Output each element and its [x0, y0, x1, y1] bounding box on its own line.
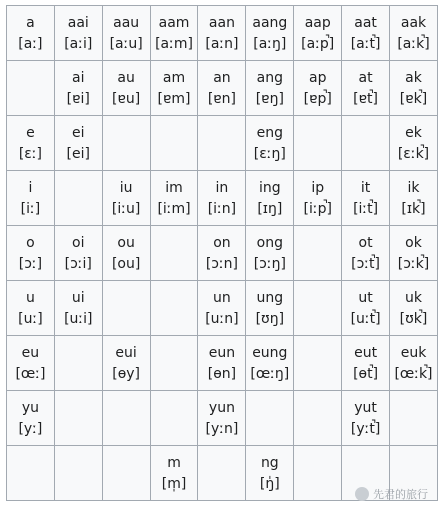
- final-cell-content: [390, 235, 437, 272]
- final-cell: [7, 116, 55, 171]
- table-row: [7, 116, 438, 171]
- final-cell: [7, 281, 55, 336]
- ipa-transcription: [ɐn]: [207, 90, 237, 107]
- final-cell: [342, 336, 390, 391]
- jyutping-final: aan: [208, 14, 235, 31]
- empty-cell: [150, 336, 198, 391]
- jyutping-final: aap: [304, 14, 331, 31]
- ipa-transcription: [ɔːi]: [64, 255, 92, 272]
- final-cell-content: [198, 290, 245, 327]
- ipa-transcription: [œːk̚]: [394, 365, 433, 382]
- final-cell-content: [103, 235, 150, 272]
- final-cell: [246, 6, 294, 61]
- final-cell: [7, 226, 55, 281]
- final-cell: [54, 61, 102, 116]
- jyutping-final: uk: [405, 289, 422, 306]
- final-cell-content: [151, 455, 198, 492]
- ipa-transcription: [uːn]: [205, 310, 239, 327]
- ipa-transcription: [aːu]: [109, 35, 143, 52]
- ipa-transcription: [ou]: [111, 255, 141, 272]
- table-row: [7, 171, 438, 226]
- jyutping-final: yu: [21, 399, 39, 416]
- jyutping-final: eun: [208, 344, 236, 361]
- empty-cell: [294, 446, 342, 501]
- final-cell-content: [7, 235, 54, 272]
- jyutping-final: ui: [71, 289, 85, 306]
- final-cell-content: [342, 345, 389, 382]
- ipa-transcription: [ɐk̚]: [399, 90, 428, 107]
- empty-cell: [102, 391, 150, 446]
- ipa-transcription: [aːk̚]: [397, 35, 430, 52]
- jyutping-final: aam: [158, 14, 190, 31]
- jyutping-final: ong: [256, 234, 283, 251]
- final-cell-content: [7, 125, 54, 162]
- final-cell-content: [390, 290, 437, 327]
- final-cell-content: [246, 125, 293, 162]
- jyutping-finals-table: [6, 5, 438, 501]
- ipa-transcription: [iːp̚]: [303, 200, 332, 217]
- final-cell-content: [390, 180, 437, 217]
- final-cell: [198, 6, 246, 61]
- final-cell-content: [342, 15, 389, 52]
- final-cell: [246, 61, 294, 116]
- empty-cell: [150, 281, 198, 336]
- empty-cell: [294, 336, 342, 391]
- jyutping-final: ou: [117, 234, 135, 251]
- jyutping-final: a: [26, 14, 35, 31]
- ipa-transcription: [ɐt̚]: [353, 90, 378, 107]
- jyutping-final: ot: [358, 234, 373, 251]
- table-row: [7, 281, 438, 336]
- ipa-transcription: [ɵt̚]: [353, 365, 379, 382]
- jyutping-final: oi: [72, 234, 85, 251]
- final-cell: [390, 116, 438, 171]
- ipa-transcription: [aːt̚]: [350, 35, 381, 52]
- empty-cell: [54, 391, 102, 446]
- final-cell: [342, 226, 390, 281]
- final-cell-content: [246, 15, 293, 52]
- empty-cell: [198, 446, 246, 501]
- jyutping-final: in: [215, 179, 229, 196]
- ipa-transcription: [iːm]: [157, 200, 191, 217]
- ipa-transcription: [ɐm]: [157, 90, 191, 107]
- jyutping-final: i: [28, 179, 33, 196]
- final-cell: [7, 171, 55, 226]
- empty-cell: [390, 391, 438, 446]
- jyutping-final: aat: [354, 14, 377, 31]
- final-cell-content: [198, 400, 245, 437]
- jyutping-final: o: [26, 234, 35, 251]
- final-cell-content: [390, 125, 437, 162]
- jyutping-final: yut: [354, 399, 377, 416]
- ipa-transcription: [ei]: [66, 145, 90, 162]
- jyutping-final: eui: [115, 344, 137, 361]
- ipa-transcription: [ʊŋ]: [255, 310, 285, 327]
- empty-cell: [294, 391, 342, 446]
- jyutping-final: eut: [354, 344, 378, 361]
- final-cell: [198, 391, 246, 446]
- ipa-transcription: [aːi]: [64, 35, 93, 52]
- jyutping-final: ng: [260, 454, 279, 471]
- final-cell: [102, 336, 150, 391]
- table-row: [7, 391, 438, 446]
- final-cell: [390, 61, 438, 116]
- jyutping-final: ip: [311, 179, 325, 196]
- watermark: [355, 486, 428, 502]
- final-cell-content: [7, 290, 54, 327]
- final-cell-content: [198, 15, 245, 52]
- final-cell: [54, 116, 102, 171]
- final-cell: [54, 281, 102, 336]
- final-cell: [342, 6, 390, 61]
- final-cell: [342, 61, 390, 116]
- final-cell-content: [246, 235, 293, 272]
- ipa-transcription: [uːt̚]: [350, 310, 381, 327]
- jyutping-final: u: [25, 289, 35, 306]
- ipa-transcription: [ŋ̍]: [259, 475, 280, 492]
- final-cell: [390, 6, 438, 61]
- final-cell: [246, 171, 294, 226]
- final-cell: [294, 61, 342, 116]
- final-cell-content: [151, 70, 198, 107]
- ipa-transcription: [yːt̚]: [350, 420, 381, 437]
- ipa-transcription: [ɐi]: [66, 90, 90, 107]
- jyutping-final: yun: [208, 399, 235, 416]
- final-cell-content: [103, 345, 150, 382]
- final-cell-content: [7, 400, 54, 437]
- final-cell: [390, 281, 438, 336]
- table-row: [7, 61, 438, 116]
- final-cell-content: [198, 70, 245, 107]
- ipa-transcription: [aː]: [18, 35, 43, 52]
- final-cell: [246, 336, 294, 391]
- jyutping-final: eu: [21, 344, 40, 361]
- ipa-transcription: [iːt̚]: [353, 200, 379, 217]
- ipa-transcription: [ʊk̚]: [399, 310, 428, 327]
- ipa-transcription: [ɛːk̚]: [397, 145, 430, 162]
- final-cell-content: [246, 180, 293, 217]
- ipa-transcription: [aːŋ]: [253, 35, 287, 52]
- ipa-transcription: [ɛː]: [18, 145, 43, 162]
- ipa-transcription: [ɔːŋ]: [253, 255, 286, 272]
- ipa-transcription: [uː]: [18, 310, 43, 327]
- empty-cell: [342, 116, 390, 171]
- final-cell: [342, 391, 390, 446]
- ipa-transcription: [iː]: [20, 200, 41, 217]
- empty-cell: [102, 116, 150, 171]
- empty-cell: [150, 226, 198, 281]
- ipa-transcription: [m̩]: [161, 475, 187, 492]
- jyutping-final: it: [360, 179, 371, 196]
- final-cell: [150, 6, 198, 61]
- final-cell: [7, 6, 55, 61]
- final-cell: [198, 336, 246, 391]
- ipa-transcription: [yː]: [18, 420, 43, 437]
- jyutping-final: ap: [308, 69, 327, 86]
- jyutping-final: euk: [400, 344, 427, 361]
- table-body: [7, 6, 438, 501]
- table-row: [7, 6, 438, 61]
- final-cell-content: [55, 235, 102, 272]
- final-cell: [54, 226, 102, 281]
- final-cell-content: [342, 180, 389, 217]
- table-row: [7, 336, 438, 391]
- final-cell: [150, 61, 198, 116]
- final-cell: [102, 171, 150, 226]
- final-cell: [390, 226, 438, 281]
- empty-cell: [102, 281, 150, 336]
- jyutping-final: ek: [405, 124, 422, 141]
- final-cell-content: [103, 15, 150, 52]
- final-cell-content: [151, 180, 198, 217]
- jyutping-final: ik: [407, 179, 420, 196]
- empty-cell: [54, 336, 102, 391]
- ipa-transcription: [uːi]: [64, 310, 93, 327]
- jyutping-final: ut: [358, 289, 373, 306]
- jyutping-final: iu: [119, 179, 133, 196]
- ipa-transcription: [aːp̚]: [301, 35, 335, 52]
- jyutping-final: ak: [405, 69, 422, 86]
- ipa-transcription: [aːm]: [155, 35, 193, 52]
- empty-cell: [294, 116, 342, 171]
- ipa-transcription: [ɔːt̚]: [351, 255, 380, 272]
- empty-cell: [7, 61, 55, 116]
- jyutping-final: ei: [72, 124, 85, 141]
- jyutping-final: ing: [258, 179, 281, 196]
- ipa-transcription: [ɵn]: [207, 365, 237, 382]
- final-cell-content: [55, 125, 102, 162]
- final-cell: [390, 336, 438, 391]
- final-cell: [150, 171, 198, 226]
- final-cell: [102, 6, 150, 61]
- final-cell-content: [390, 70, 437, 107]
- wechat-icon: [355, 487, 369, 501]
- ipa-transcription: [ɪk̚]: [401, 200, 426, 217]
- jyutping-final: at: [358, 69, 373, 86]
- final-cell-content: [342, 290, 389, 327]
- jyutping-final: am: [162, 69, 186, 86]
- final-cell-content: [198, 235, 245, 272]
- final-cell-content: [103, 180, 150, 217]
- ipa-transcription: [yːn]: [205, 420, 239, 437]
- final-cell-content: [7, 15, 54, 52]
- jyutping-final: ai: [72, 69, 85, 86]
- watermark-text: 先君的旅行: [373, 488, 428, 501]
- jyutping-final: ok: [405, 234, 422, 251]
- ipa-transcription: [ɵy]: [112, 365, 141, 382]
- empty-cell: [150, 391, 198, 446]
- empty-cell: [54, 446, 102, 501]
- empty-cell: [294, 281, 342, 336]
- empty-cell: [246, 391, 294, 446]
- empty-cell: [54, 171, 102, 226]
- final-cell: [246, 281, 294, 336]
- final-cell-content: [246, 455, 293, 492]
- jyutping-final: ang: [256, 69, 283, 86]
- empty-cell: [7, 446, 55, 501]
- final-cell-content: [342, 235, 389, 272]
- final-cell-content: [390, 15, 437, 52]
- final-cell-content: [294, 15, 341, 52]
- ipa-transcription: [iːn]: [207, 200, 237, 217]
- final-cell: [102, 226, 150, 281]
- final-cell-content: [198, 180, 245, 217]
- jyutping-final: an: [213, 69, 231, 86]
- final-cell: [102, 61, 150, 116]
- final-cell-content: [198, 345, 245, 382]
- final-cell: [7, 336, 55, 391]
- final-cell-content: [7, 345, 54, 382]
- empty-cell: [102, 446, 150, 501]
- jyutping-final: au: [117, 69, 135, 86]
- final-cell: [342, 171, 390, 226]
- final-cell-content: [294, 70, 341, 107]
- ipa-transcription: [ɔː]: [18, 255, 43, 272]
- jyutping-final: ung: [256, 289, 284, 306]
- final-cell: [390, 171, 438, 226]
- final-cell: [246, 446, 294, 501]
- final-cell: [294, 6, 342, 61]
- final-cell-content: [55, 15, 102, 52]
- final-cell-content: [342, 70, 389, 107]
- ipa-transcription: [iːu]: [111, 200, 141, 217]
- ipa-transcription: [ɐŋ]: [255, 90, 284, 107]
- jyutping-final: e: [26, 124, 35, 141]
- final-cell: [198, 61, 246, 116]
- jyutping-final: aak: [400, 14, 427, 31]
- ipa-transcription: [ɐu]: [112, 90, 141, 107]
- final-cell-content: [55, 70, 102, 107]
- ipa-transcription: [ɔːk̚]: [397, 255, 430, 272]
- final-cell-content: [7, 180, 54, 217]
- empty-cell: [150, 116, 198, 171]
- final-cell-content: [246, 345, 293, 382]
- jyutping-final: un: [213, 289, 231, 306]
- empty-cell: [294, 226, 342, 281]
- final-cell: [150, 446, 198, 501]
- final-cell: [198, 281, 246, 336]
- final-cell: [342, 281, 390, 336]
- ipa-transcription: [ɪŋ]: [257, 200, 283, 217]
- jyutping-final: eng: [256, 124, 283, 141]
- table-row: [7, 226, 438, 281]
- final-cell: [246, 116, 294, 171]
- final-cell: [54, 6, 102, 61]
- jyutping-final: aau: [113, 14, 140, 31]
- final-cell-content: [246, 290, 293, 327]
- final-cell-content: [103, 70, 150, 107]
- ipa-transcription: [aːn]: [205, 35, 239, 52]
- ipa-transcription: [ɛːŋ]: [253, 145, 286, 162]
- final-cell: [7, 391, 55, 446]
- empty-cell: [198, 116, 246, 171]
- final-cell: [246, 226, 294, 281]
- final-cell-content: [342, 400, 389, 437]
- jyutping-final: im: [165, 179, 183, 196]
- jyutping-final: on: [213, 234, 231, 251]
- jyutping-final: aai: [67, 14, 89, 31]
- jyutping-final: m: [167, 454, 181, 471]
- jyutping-final: aang: [252, 14, 288, 31]
- jyutping-final: eung: [252, 344, 288, 361]
- ipa-transcription: [œː]: [15, 365, 46, 382]
- final-cell-content: [294, 180, 341, 217]
- final-cell: [198, 171, 246, 226]
- final-cell-content: [151, 15, 198, 52]
- ipa-transcription: [ɔːn]: [205, 255, 239, 272]
- final-cell-content: [390, 345, 437, 382]
- ipa-transcription: [œːŋ]: [250, 365, 290, 382]
- final-cell: [294, 171, 342, 226]
- final-cell-content: [246, 70, 293, 107]
- final-cell: [198, 226, 246, 281]
- final-cell-content: [55, 290, 102, 327]
- ipa-transcription: [ɐp̚]: [303, 90, 332, 107]
